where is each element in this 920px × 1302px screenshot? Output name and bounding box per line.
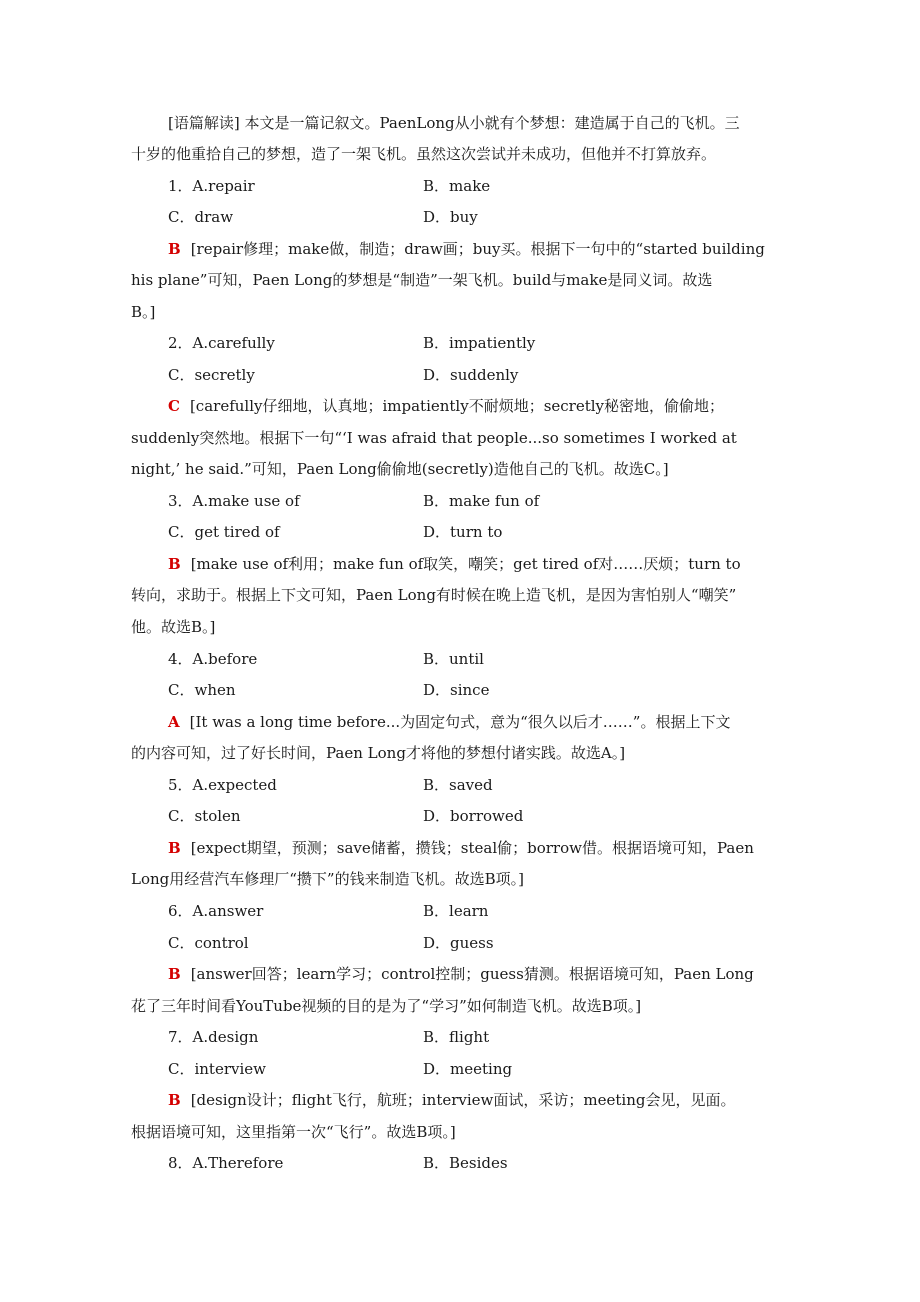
q4-explanation-line-1: A [It was a long time before...为固定句式，意为“很久以后才……”。根据上下文 xyxy=(168,713,731,731)
q1-answer: B xyxy=(168,240,181,258)
q6-answer: B xyxy=(168,965,181,983)
intro-line-1: [语篇解读] 本文是一篇记叙文。PaenLong从小就有个梦想：建造属于自己的飞机。三 xyxy=(168,114,740,132)
q7-option-d: D．meeting xyxy=(423,1060,513,1078)
q2-option-b: B．impatiently xyxy=(423,334,536,352)
q5-option-d: D．borrowed xyxy=(423,807,524,825)
q2-option-c: C．secretly xyxy=(168,366,255,384)
q5-explanation-line-1: B [expect期望，预测；save储蓄，攒钱；steal偷；borrow借。根据语境可知，Paen xyxy=(168,839,754,857)
q1-option-a: 1．A.repair xyxy=(168,177,255,195)
q3-explanation-line-1: B [make use of利用；make fun of取笑，嘲笑；get tired of对……厌烦；turn to xyxy=(168,555,741,573)
q1-explanation-line-2: his plane”可知，Paen Long的梦想是“制造”一架飞机。build与make是同义词。故选 xyxy=(131,271,713,289)
q3-explanation-line-3: 他。故选B。] xyxy=(131,618,216,636)
q7-answer: B xyxy=(168,1091,181,1109)
intro-line-2: 十岁的他重拾自己的梦想，造了一架飞机。虽然这次尝试并未成功，但他并不打算放弃。 xyxy=(131,145,717,163)
q6-option-d: D．guess xyxy=(423,934,494,952)
q2-answer: C xyxy=(168,397,180,415)
q6-option-c: C．control xyxy=(168,934,249,952)
q1-explanation-line-1: B [repair修理；make做，制造；draw画；buy买。根据下一句中的“started building xyxy=(168,240,765,258)
q1-option-b: B．make xyxy=(423,177,491,195)
q1-explanation-line-3: B。] xyxy=(131,303,156,321)
q5-option-a: 5．A.expected xyxy=(168,776,277,794)
q5-explanation-line-2: Long用经营汽车修理厂“攒下”的钱来制造飞机。故选B项。] xyxy=(131,870,524,888)
q4-option-d: D．since xyxy=(423,681,490,699)
q8-option-a: 8．A.Therefore xyxy=(168,1154,284,1172)
q5-option-c: C．stolen xyxy=(168,807,241,825)
q2-explanation-line-2: suddenly突然地。根据下一句“‘I was afraid that people...so sometimes I worked at xyxy=(131,429,737,447)
q4-option-c: C．when xyxy=(168,681,236,699)
q1-option-d: D．buy xyxy=(423,208,478,226)
q7-option-a: 7．A.design xyxy=(168,1028,259,1046)
q6-option-b: B．learn xyxy=(423,902,489,920)
q4-explanation-line-2: 的内容可知，过了好长时间，Paen Long才将他的梦想付诸实践。故选A。] xyxy=(131,744,626,762)
q8-option-b: B．Besides xyxy=(423,1154,508,1172)
q6-option-a: 6．A.answer xyxy=(168,902,264,920)
q2-option-d: D．suddenly xyxy=(423,366,519,384)
q6-explanation-line-1: B [answer回答；learn学习；control控制；guess猜测。根据语境可知，Paen Long xyxy=(168,965,754,983)
q3-option-b: B．make fun of xyxy=(423,492,540,510)
q2-explanation-line-3: night,’ he said.”可知，Paen Long偷偷地(secretly)造他自己的飞机。故选C。] xyxy=(131,460,669,478)
q7-option-c: C．interview xyxy=(168,1060,266,1078)
q4-option-a: 4．A.before xyxy=(168,650,258,668)
q7-option-b: B．flight xyxy=(423,1028,490,1046)
q5-answer: B xyxy=(168,839,181,857)
q7-explanation-line-1: B [design设计；flight飞行，航班；interview面试，采访；meeting会见，见面。 xyxy=(168,1091,736,1109)
q3-option-d: D．turn to xyxy=(423,523,503,541)
q3-option-c: C．get tired of xyxy=(168,523,280,541)
q2-explanation-line-1: C [carefully仔细地，认真地；impatiently不耐烦地；secretly秘密地，偷偷地； xyxy=(168,397,725,415)
q5-option-b: B．saved xyxy=(423,776,493,794)
q2-option-a: 2．A.carefully xyxy=(168,334,275,352)
q4-option-b: B．until xyxy=(423,650,484,668)
q4-answer: A xyxy=(168,713,180,731)
q3-option-a: 3．A.make use of xyxy=(168,492,300,510)
q6-explanation-line-2: 花了三年时间看YouTube视频的目的是为了“学习”如何制造飞机。故选B项。] xyxy=(131,997,642,1015)
q3-explanation-line-2: 转向，求助于。根据上下文可知，Paen Long有时候在晚上造飞机，是因为害怕别人“嘲笑” xyxy=(131,586,737,604)
q3-answer: B xyxy=(168,555,181,573)
q1-option-c: C．draw xyxy=(168,208,234,226)
q7-explanation-line-2: 根据语境可知，这里指第一次“飞行”。故选B项。] xyxy=(131,1123,456,1141)
